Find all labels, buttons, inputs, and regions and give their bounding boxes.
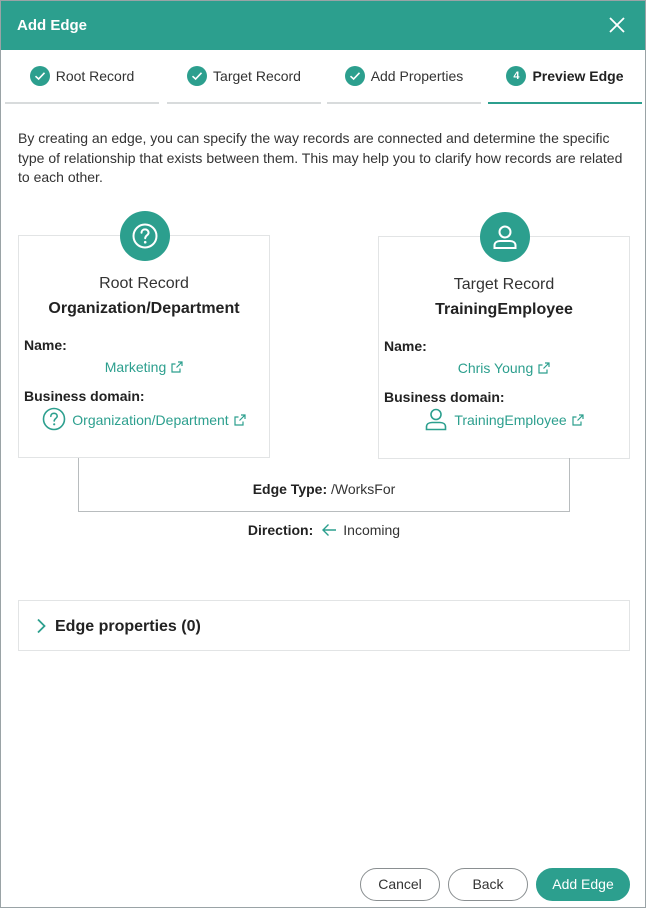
chevron-right-icon — [36, 618, 46, 634]
add-edge-button[interactable]: Add Edge — [536, 868, 630, 901]
target-record-card — [378, 236, 630, 459]
dialog-title: Add Edge — [17, 17, 87, 34]
step-label: Preview Edge — [532, 68, 624, 84]
root-record-badge — [120, 211, 170, 261]
check-circle-icon — [187, 66, 207, 86]
target-domain-link[interactable] — [379, 407, 629, 431]
step-indicator-bar — [327, 102, 481, 104]
step-indicator-bar — [167, 102, 321, 104]
step-label: Target Record — [213, 68, 301, 84]
business-domain-label: Business domain: — [384, 389, 505, 405]
edge-type-row — [79, 481, 569, 497]
card-entity-type: Organization/Department — [48, 300, 240, 317]
direction-label: Direction: — [247, 522, 314, 538]
step-indicator-bar — [5, 102, 159, 104]
link-text: Chris Young — [457, 360, 534, 376]
target-record-badge — [480, 212, 530, 262]
dialog-header — [1, 1, 645, 50]
edge-type-connector — [78, 458, 570, 512]
link-text: Marketing — [104, 359, 167, 375]
edge-properties-label: Edge properties (0) — [55, 618, 201, 635]
direction-row — [1, 522, 646, 538]
card-entity-type: TrainingEmployee — [435, 301, 573, 318]
card-type-label: Root Record — [99, 275, 189, 292]
intro-text: By creating an edge, you can specify the way records are connected and determine the specific type of relationship that exists between them. This may help you to clarify how records are related to each other. — [18, 130, 623, 185]
name-label: Name: — [24, 337, 67, 353]
target-name-link[interactable] — [379, 360, 629, 376]
wizard-steps — [5, 50, 643, 104]
direction-value: Incoming — [343, 522, 401, 538]
name-label: Name: — [384, 338, 427, 354]
close-button[interactable] — [607, 15, 627, 35]
question-circle-icon — [42, 407, 66, 431]
external-link-icon — [538, 362, 550, 374]
question-circle-icon — [131, 222, 159, 250]
person-icon — [491, 223, 519, 251]
step-label: Root Record — [55, 68, 135, 84]
step-indicator-bar — [488, 102, 642, 104]
business-domain-label: Business domain: — [24, 388, 145, 404]
step-add-properties[interactable] — [327, 50, 481, 104]
cancel-button[interactable]: Cancel — [360, 868, 440, 901]
root-record-card — [18, 235, 270, 458]
root-name-link[interactable] — [19, 359, 269, 375]
back-button[interactable]: Back — [448, 868, 528, 901]
link-text: TrainingEmployee — [454, 412, 567, 428]
step-root-record[interactable] — [5, 50, 159, 104]
edge-type-value: /WorksFor — [331, 481, 396, 497]
close-icon — [607, 15, 627, 35]
step-label: Add Properties — [370, 68, 464, 84]
external-link-icon — [171, 361, 183, 373]
external-link-icon — [234, 414, 246, 426]
root-domain-link[interactable] — [19, 407, 269, 431]
edge-type-label: Edge Type: — [252, 481, 328, 497]
person-icon — [424, 407, 448, 431]
edge-properties-expander[interactable] — [18, 600, 630, 651]
arrow-left-icon — [321, 523, 337, 537]
step-target-record[interactable] — [167, 50, 321, 104]
link-text: Organization/Department — [72, 412, 229, 428]
card-type-label: Target Record — [453, 276, 555, 293]
check-circle-icon — [30, 66, 50, 86]
step-number-badge: 4 — [506, 66, 526, 86]
step-preview-edge[interactable] — [488, 50, 642, 104]
external-link-icon — [572, 414, 584, 426]
check-circle-icon — [345, 66, 365, 86]
